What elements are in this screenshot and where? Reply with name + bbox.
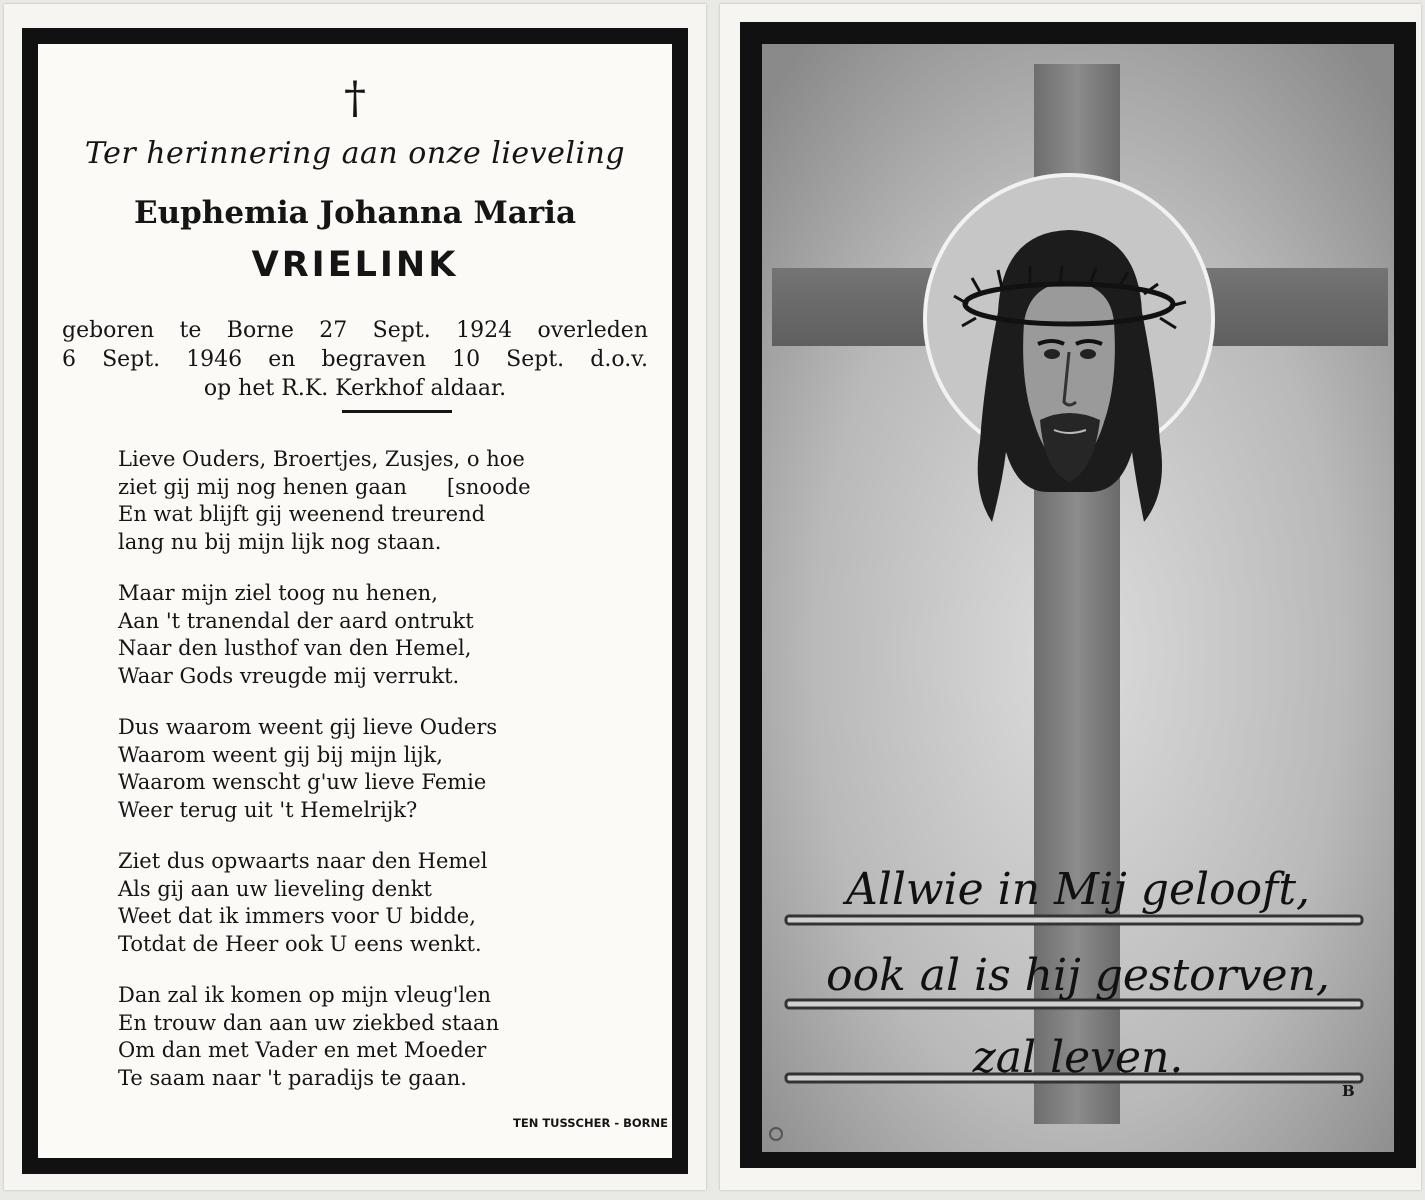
given-names: Euphemia Johanna Maria: [133, 195, 577, 231]
poem-line: Te saam naar 't paradijs te gaan.: [118, 1065, 467, 1090]
poem-line: Weer terug uit 't Hemelrijk?: [118, 797, 418, 822]
surname: VRIELINK: [251, 245, 459, 285]
poem-line: Lieve Ouders, Broertjes, Zusjes, o hoe: [118, 447, 525, 471]
facts-line: geboren te Borne 27 Sept. 1924 overleden: [62, 318, 648, 343]
life-facts: [62, 316, 648, 403]
poem-line: Als gij aan uw lieveling denkt: [118, 876, 432, 901]
poem-line: Totdat de Heer ook U eens wenkt.: [118, 931, 482, 956]
cross-icon: †: [344, 73, 366, 124]
poem-line: Weet dat ik immers voor U bidde,: [118, 904, 476, 928]
picture-frame: [740, 22, 1416, 1168]
poem-stanza: [118, 848, 642, 958]
facts-line: 6 Sept. 1946 en begraven 10 Sept. d.o.v.: [62, 347, 648, 372]
poem-line: Aan 't tranendal der aard ontrukt: [118, 608, 474, 633]
right-card: [720, 4, 1421, 1190]
poem-line: Ziet dus opwaarts naar den Hemel: [118, 849, 488, 873]
poem-line: En trouw dan aan uw ziekbed staan: [118, 1010, 500, 1035]
facts-line: op het R.K. Kerkhof aldaar.: [203, 376, 507, 401]
poem-stanza: [118, 580, 642, 690]
divider-rule: [342, 410, 452, 413]
poem-line: Maar mijn ziel toog nu henen,: [118, 581, 438, 605]
poem-stanza: [118, 714, 642, 824]
poem-line: Dan zal ik komen op mijn vleug'len: [118, 983, 492, 1007]
poem-stanza: [118, 446, 642, 556]
poem: [118, 446, 642, 1116]
printer-credit: TEN TUSSCHER - BORNE: [513, 1116, 668, 1130]
poem-line: Om dan met Vader en met Moeder: [118, 1038, 487, 1062]
artist-monogram: B: [1342, 1082, 1355, 1100]
left-card: [4, 4, 706, 1190]
poem-line: Waarom wenscht g'uw lieve Femie: [118, 770, 487, 794]
poem-line: lang nu bij mijn lijk nog staan.: [118, 529, 442, 554]
poem-line: Waar Gods vreugde mij verrukt.: [118, 663, 460, 688]
poem-line: Waarom weent gij bij mijn lijk,: [118, 742, 443, 767]
motto-line: zal leven.: [972, 1032, 1184, 1083]
poem-line: ziet gij mij nog henen gaan [snoode: [118, 474, 531, 499]
mourning-border: [22, 28, 688, 1174]
motto-line: Allwie in Mij gelooft,: [845, 864, 1311, 915]
poem-line: Naar den lusthof van den Hemel,: [118, 636, 472, 660]
card-text-panel: [38, 44, 672, 1158]
poem-line: En wat blijft gij weenend treurend: [118, 502, 486, 526]
remembrance-heading: Ter herinnering aan onze lieveling: [84, 136, 626, 171]
motto-line: ook al is hij gestorven,: [826, 950, 1330, 1001]
poem-stanza: [118, 982, 642, 1092]
poem-line: Dus waarom weent gij lieve Ouders: [118, 715, 498, 739]
